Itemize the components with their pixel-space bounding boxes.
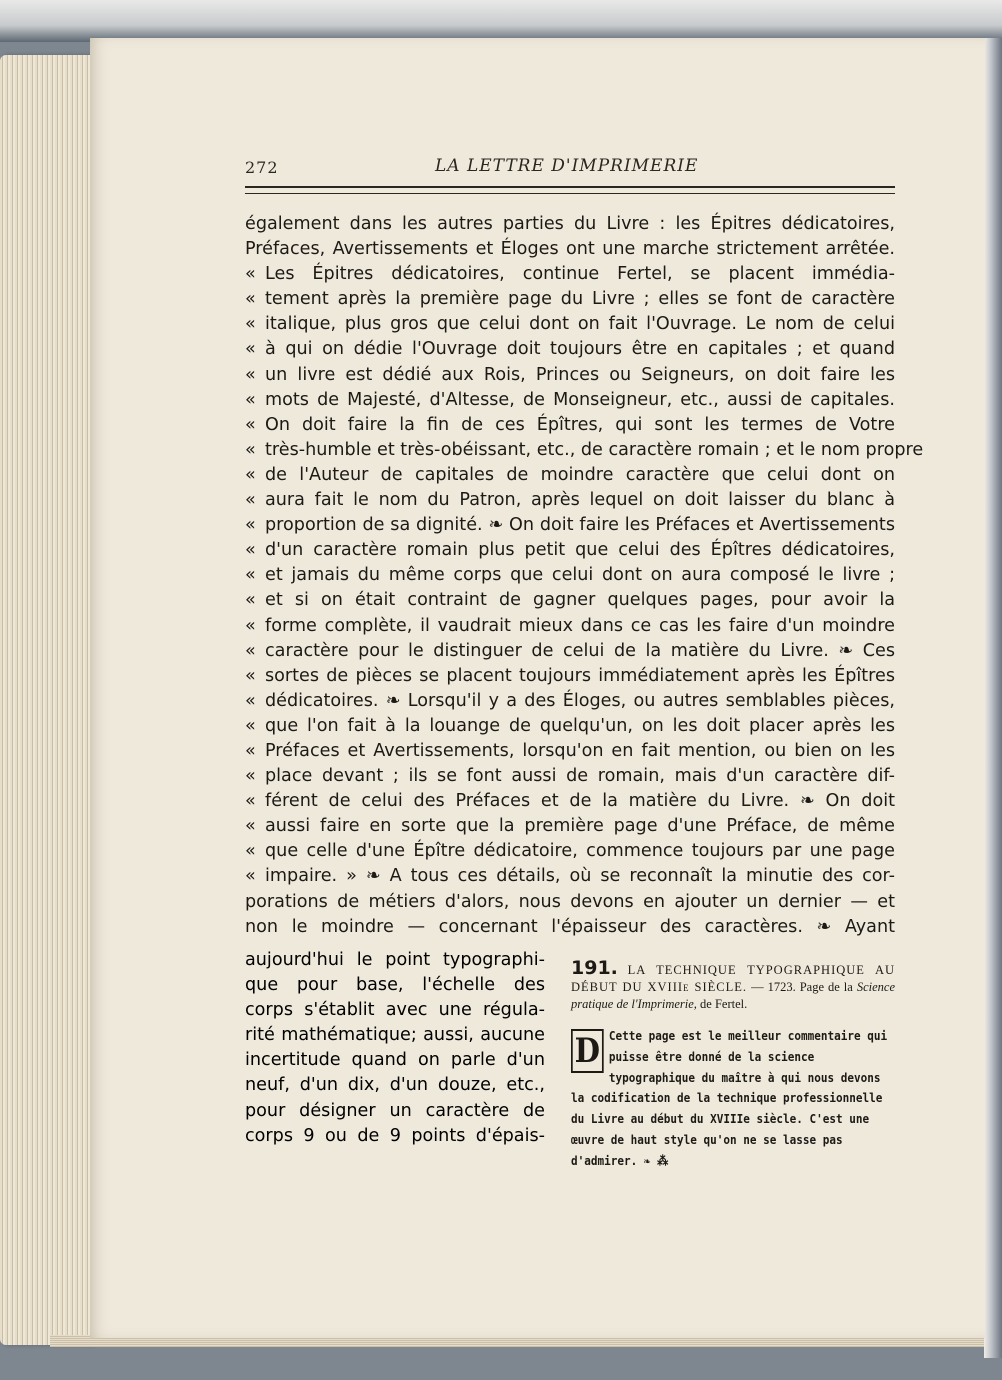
figure-caption [571, 957, 896, 1173]
line-text: italique, plus gros que celui dont on fait l'Ouvrage. Le nom de celui [265, 314, 895, 335]
quote-mark: « [245, 264, 256, 285]
line-text: forme complète, il vaudrait mieux dans ce cas les faire d'un moindre [265, 615, 895, 636]
text-line [245, 212, 895, 237]
book-cover-top [0, 0, 1002, 42]
caption-title: LA TECHNIQUE TYPOGRAPHIQUE AU DÉBUT DU XVIIIe SIÈCLE. [571, 963, 896, 994]
caption-body-text: Cette page est le meilleur commentaire qui puisse être donné de la science typographique du maître à qui nous devons la codification de la technique professionnelle du Livre au début du XVIIIe siècle. C'est une œuvre de haut style qu'on ne se lasse pas d'admirer. [571, 1029, 888, 1169]
text-line: rité mathématique; aussi, aucune [245, 1025, 545, 1046]
quote-mark: « [245, 565, 256, 586]
line-text: très-humble et très-obéissant, etc., de caractère romain ; et le nom propre [265, 439, 924, 460]
line-text: mots de Majesté, d'Altesse, de Monseigneur, etc., aussi de capitales. [265, 389, 895, 410]
text-line [245, 864, 895, 889]
caption-source: Science pratique de l'Imprimerie, [571, 980, 896, 1011]
quote-mark: « [245, 640, 256, 661]
quote-mark: « [245, 615, 256, 636]
text-line [245, 438, 924, 463]
text-line [245, 588, 895, 613]
text-line [245, 363, 895, 388]
caption-date: — 1723. Page de la [751, 980, 853, 994]
running-head [245, 158, 895, 182]
line-text: On doit faire la fin de ces Épîtres, qui sont les termes de Votre [265, 414, 895, 435]
caption-heading [571, 957, 896, 1013]
line-text: impaire. » ❧ A tous ces détails, où se reconnaît la minutie des cor- [265, 866, 895, 887]
text-line [245, 689, 895, 714]
quote-mark: « [245, 414, 256, 435]
text-line [245, 839, 895, 864]
line-text: à qui on dédie l'Ouvrage doit toujours être en capitales ; et quand [265, 339, 895, 360]
line-text: aussi faire en sorte que la première page d'une Préface, de même [265, 816, 895, 837]
line-text: porations de métiers d'alors, nous devons en ajouter un dernier — et [245, 891, 895, 912]
line-text: férent de celui des Préfaces et de la matière du Livre. ❧ On doit [265, 791, 895, 812]
text-line: corps s'établit avec une régula- [245, 1000, 545, 1021]
line-text: et si on était contraint de gagner quelques pages, pour avoir la [265, 590, 895, 611]
figure-number: 191. [571, 957, 618, 979]
text-line [245, 563, 895, 588]
text-line: neuf, d'un dix, d'un douze, etc., [245, 1075, 545, 1096]
book-cover-right [984, 38, 1002, 1358]
line-text: et jamais du même corps que celui dont on aura composé le livre ; [265, 565, 895, 586]
line-text: un livre est dédié aux Rois, Princes ou Seigneurs, on doit faire les [265, 364, 895, 385]
text-line [245, 513, 895, 538]
quote-mark: « [245, 690, 256, 711]
text-line [245, 764, 895, 789]
quote-mark: « [245, 791, 256, 812]
drop-cap: D [571, 1029, 604, 1073]
text-line [245, 413, 895, 438]
quote-mark: « [245, 715, 256, 736]
line-text: Préfaces et Avertissements, lorsqu'on en fait mention, ou bien on les [265, 740, 895, 761]
quote-mark: « [245, 389, 256, 410]
running-title: LA LETTRE D'IMPRIMERIE [435, 156, 699, 176]
text-line [245, 463, 895, 488]
caption-author: de Fertel. [700, 997, 748, 1011]
line-text: non le moindre — concernant l'épaisseur des caractères. ❧ Ayant [245, 916, 895, 937]
text-line [245, 664, 895, 689]
quote-mark: « [245, 439, 256, 460]
line-text: tement après la première page du Livre ; elles se font de caractère [265, 289, 895, 310]
text-line [245, 915, 895, 940]
quote-mark: « [245, 490, 256, 511]
line-text: sortes de pièces se placent toujours immédiatement après les Épîtres [265, 665, 895, 686]
line-text: de l'Auteur de capitales de moindre caractère que celui dont on [265, 464, 895, 485]
text-line [245, 488, 895, 513]
text-line [245, 538, 895, 563]
line-text: proportion de sa dignité. ❧ On doit faire les Préfaces et Avertissements [265, 515, 895, 536]
text-line: que pour base, l'échelle des [245, 975, 545, 996]
quote-mark: « [245, 289, 256, 310]
quote-mark: « [245, 314, 256, 335]
fleuron-icon: ❧ ⁂ [643, 1153, 669, 1169]
text-line: aujourd'hui le point typographi- [245, 950, 545, 970]
body-text [245, 212, 924, 940]
line-text: d'un caractère romain plus petit que celui des Épîtres dédicatoires, [265, 540, 895, 561]
line-text: dédicatoires. ❧ Lorsqu'il y a des Éloges, ou autres semblables pièces, [265, 690, 895, 711]
quote-mark: « [245, 464, 256, 485]
text-line [245, 388, 895, 413]
text-line [245, 739, 895, 764]
page-number: 272 [245, 158, 279, 177]
text-line [245, 237, 895, 262]
text-line: incertitude quand on parle d'un [245, 1050, 545, 1071]
quote-mark: « [245, 364, 256, 385]
left-column-text [245, 948, 545, 1149]
caption-body [571, 1027, 895, 1173]
text-line [245, 287, 895, 312]
text-line [245, 262, 895, 287]
text-line [245, 789, 895, 814]
line-text: place devant ; ils se font aussi de romain, mais d'un caractère dif- [265, 766, 895, 787]
text-line: corps 9 ou de 9 points d'épais- [245, 1125, 545, 1146]
line-text: que celle d'une Épître dédicatoire, commence toujours par une page [265, 841, 895, 862]
text-line [245, 337, 895, 362]
text-line: pour désigner un caractère de [245, 1100, 545, 1121]
text-line [245, 714, 895, 739]
line-text: que l'on fait à la louange de quelqu'un, on les doit placer après les [265, 715, 895, 736]
quote-mark: « [245, 665, 256, 686]
quote-mark: « [245, 866, 256, 887]
quote-mark: « [245, 841, 256, 862]
text-line [245, 614, 895, 639]
line-text: aura fait le nom du Patron, après lequel on doit laisser du blanc à [265, 490, 895, 511]
header-rule-thin [245, 193, 895, 194]
text-line [245, 814, 895, 839]
quote-mark: « [245, 515, 256, 536]
line-text: Les Épitres dédicatoires, continue Fertel, se placent immédia- [265, 264, 895, 285]
line-text: également dans les autres parties du Livre : les Épitres dédicatoires, [245, 214, 895, 234]
line-text: Préfaces, Avertissements et Éloges ont une marche strictement arrêtée. [245, 239, 895, 260]
quote-mark: « [245, 339, 256, 360]
text-line [245, 890, 895, 915]
quote-mark: « [245, 540, 256, 561]
text-line [245, 639, 895, 664]
page-edges-left [0, 55, 92, 1345]
text-line [245, 312, 895, 337]
quote-mark: « [245, 816, 256, 837]
quote-mark: « [245, 766, 256, 787]
line-text: caractère pour le distinguer de celui de la matière du Livre. ❧ Ces [265, 640, 895, 661]
header-rule [245, 186, 895, 188]
quote-mark: « [245, 590, 256, 611]
quote-mark: « [245, 740, 256, 761]
